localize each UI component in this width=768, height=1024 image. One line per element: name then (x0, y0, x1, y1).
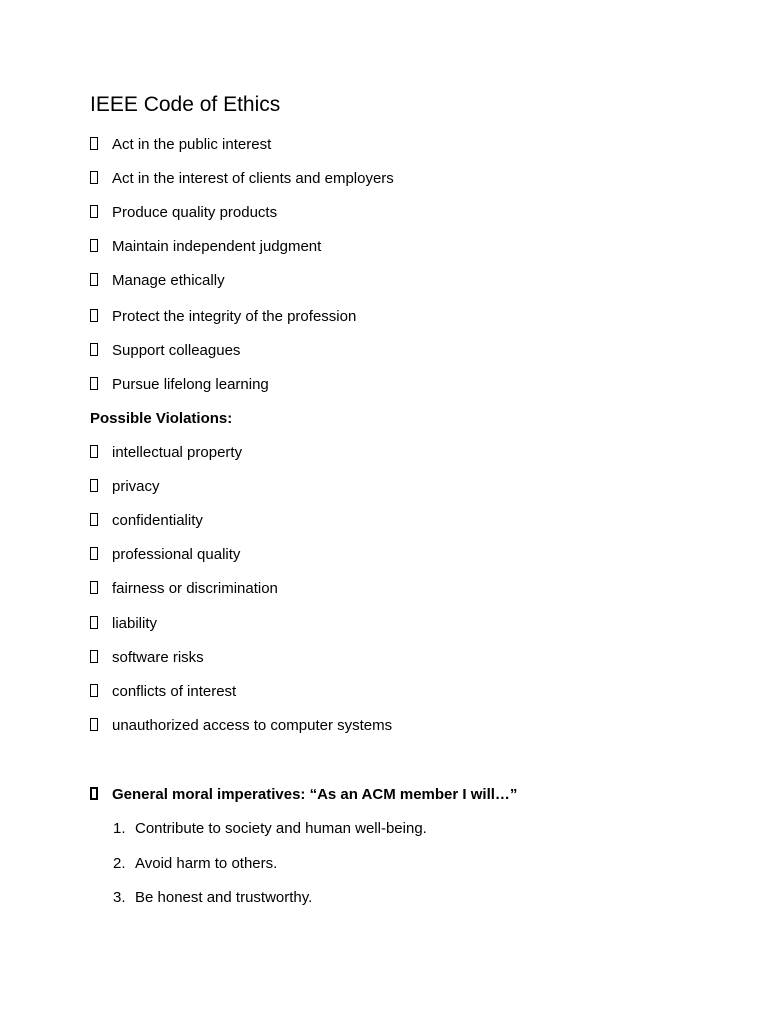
numbered-item (113, 886, 312, 910)
list-item (90, 167, 394, 191)
page-title: IEEE Code of Ethics (90, 93, 281, 116)
list-item (90, 201, 277, 225)
bullet-icon (90, 581, 98, 594)
bullet-icon (90, 718, 98, 731)
list-item-text: professional quality (112, 546, 241, 563)
list-item-text: privacy (112, 478, 160, 495)
list-item-text: Pursue lifelong learning (112, 376, 269, 393)
list-item (90, 543, 240, 567)
list-item (90, 269, 225, 293)
item-number: 3. (113, 889, 126, 906)
bullet-icon (90, 787, 98, 800)
bullet-icon (90, 309, 98, 322)
list-item (90, 305, 356, 329)
list-item (90, 133, 271, 157)
list-item-text: fairness or discrimination (112, 580, 278, 597)
list-item (90, 714, 392, 738)
list-item-text: Manage ethically (112, 272, 225, 289)
list-item-text: Act in the public interest (112, 136, 272, 153)
bullet-icon (90, 137, 98, 150)
list-item-text: Protect the integrity of the profession (112, 308, 357, 325)
bullet-icon (90, 684, 98, 697)
bullet-icon (90, 513, 98, 526)
item-text: Be honest and trustworthy. (135, 889, 313, 906)
list-item (90, 339, 240, 363)
bullet-icon (90, 273, 98, 286)
list-item-text: confidentiality (112, 512, 203, 529)
item-text: Contribute to society and human well-being. (135, 820, 427, 837)
bullet-icon (90, 343, 98, 356)
item-number: 1. (113, 820, 126, 837)
list-item (90, 577, 278, 601)
bullet-icon (90, 377, 98, 390)
list-item (90, 373, 269, 397)
list-item (90, 646, 204, 670)
bullet-icon (90, 171, 98, 184)
bullet-icon (90, 239, 98, 252)
violations-heading: Possible Violations: (90, 410, 233, 427)
numbered-item (113, 852, 277, 876)
bullet-icon (90, 205, 98, 218)
list-item-text: Support colleagues (112, 342, 241, 359)
list-item (90, 235, 321, 259)
list-item (90, 612, 157, 636)
list-item (90, 441, 242, 465)
bullet-icon (90, 445, 98, 458)
numbered-item (113, 817, 427, 841)
bullet-icon (90, 616, 98, 629)
list-item-text: Maintain independent judgment (112, 238, 322, 255)
item-text: Avoid harm to others. (135, 855, 278, 872)
list-item-text: unauthorized access to computer systems (112, 717, 393, 734)
list-item-text: liability (112, 615, 158, 632)
list-item-text: conflicts of interest (112, 683, 237, 700)
bullet-icon (90, 650, 98, 663)
item-number: 2. (113, 855, 126, 872)
acm-heading (90, 783, 517, 807)
bullet-icon (90, 479, 98, 492)
list-item (90, 680, 236, 704)
list-item-text: Produce quality products (112, 204, 278, 221)
acm-heading-text: General moral imperatives: “As an ACM member I will…” (112, 786, 518, 803)
list-item (90, 475, 160, 499)
bullet-icon (90, 547, 98, 560)
list-item-text: intellectual property (112, 444, 243, 461)
list-item-text: software risks (112, 649, 204, 666)
list-item-text: Act in the interest of clients and employers (112, 170, 394, 187)
list-item (90, 509, 203, 533)
